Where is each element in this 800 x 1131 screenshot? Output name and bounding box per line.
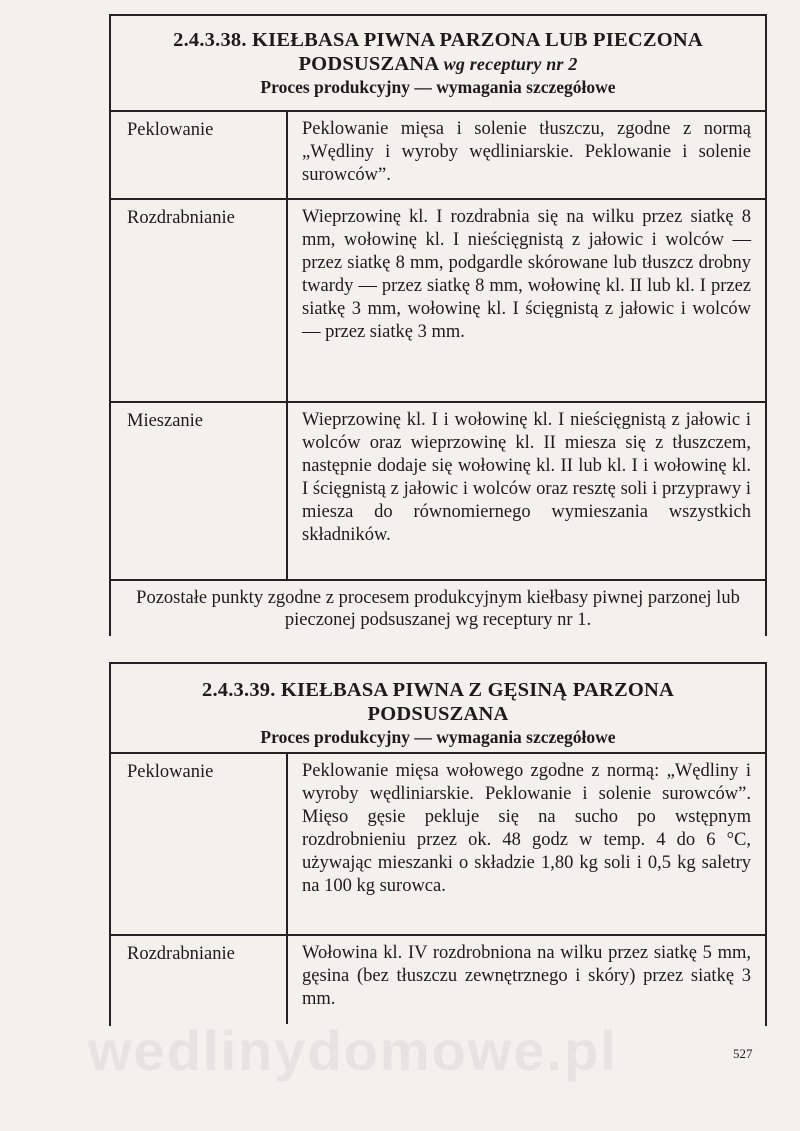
recipe-number: wg receptury nr 2 [443, 54, 578, 74]
step-description: Peklowanie mięsa wołowego zgodne z normą: „Wędliny i wyroby wędliniarskie. Peklowanie i solenie surowców”. Mięso gęsie pekluje się na sucho po wstępnym rozdrobnieniu przez ok. 48 godz w temp. 4 do 6 °C, używając mieszanki o składzie 1,80 kg soli i 0,5 kg saletry na 100 kg surowca. [302, 761, 751, 896]
step-description: Wieprzowinę kl. I i wołowinę kl. I nieścięgnistą z jałowic i wolców oraz wieprzowinę kl. II miesza się z tłuszczem, następnie dodaje się wołowinę kl. II lub kl. I i wołowinę kl. I ścięgnistą z jałowic i wolców oraz resztę soli i przyprawy i miesza do równomiernego wymieszania wszystkich składników. [302, 410, 751, 545]
table-row [111, 403, 765, 581]
step-name: Peklowanie [127, 762, 214, 782]
section-title: 2.4.3.38. KIEŁBASA PIWNA PARZONA LUB PIECZONA PODSUSZANA wg receptury nr 2 [173, 29, 703, 75]
section-note: Pozostałe punkty zgodne z procesem produkcyjnym kiełbasy piwnej parzonej lub pieczonej podsuszanej wg receptury nr 1. [136, 588, 740, 630]
section-subtitle: Proces produkcyjny — wymagania szczegółowe [260, 727, 616, 747]
table-row [111, 200, 765, 403]
step-name: Peklowanie [127, 120, 214, 140]
section-subtitle: Proces produkcyjny — wymagania szczegółowe [260, 77, 616, 97]
step-name: Rozdrabnianie [127, 944, 235, 964]
section-heading [111, 664, 765, 754]
step-description: Wieprzowinę kl. I rozdrabnia się na wilku przez siatkę 8 mm, wołowinę kl. I nieścięgnistą z jałowic i wolców — przez siatkę 8 mm, podgardle skórowane lub tłuszcz drobny twardy — przez siatkę 8 mm, wołowinę kl. II lub kl. I przez siatkę 3 mm, wołowinę kl. I ścięgnistą z jałowic i wolców — przez siatkę 3 mm. [302, 207, 751, 342]
step-description: Peklowanie mięsa i solenie tłuszczu, zgodne z normą „Wędliny i wyroby wędliniarskie. Peklowanie i solenie surowców”. [302, 119, 751, 185]
recipe-section-39 [109, 662, 767, 1026]
step-name: Rozdrabnianie [127, 208, 235, 228]
table-row [111, 936, 765, 1024]
step-description: Wołowina kl. IV rozdrobniona na wilku przez siatkę 5 mm, gęsina (bez tłuszczu zewnętrznego i skóry) przez siatkę 3 mm. [302, 943, 751, 1009]
recipe-section-38 [109, 14, 767, 636]
section-heading [111, 16, 765, 112]
section-title: 2.4.3.39. KIEŁBASA PIWNA Z GĘSINĄ PARZONA PODSUSZANA [202, 679, 674, 725]
table-row [111, 112, 765, 200]
table-row [111, 754, 765, 936]
page-number: 527 [733, 1046, 753, 1061]
table-row [111, 581, 765, 636]
step-name: Mieszanie [127, 411, 204, 431]
watermark: wedlinydomowe.pl [88, 1019, 618, 1082]
